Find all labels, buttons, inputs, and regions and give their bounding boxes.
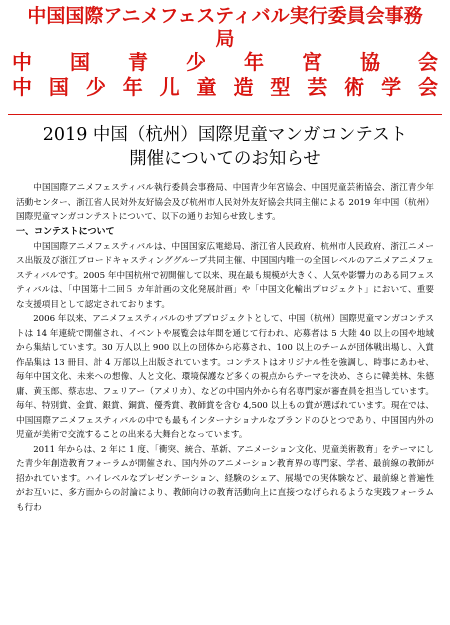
- section-heading: 一、コンテストについて: [16, 226, 115, 237]
- letterhead-char: 中: [12, 50, 32, 74]
- letterhead-char: 儿: [159, 75, 180, 99]
- letterhead-char: 会: [418, 50, 438, 74]
- letterhead-char: 少: [85, 75, 106, 99]
- letterhead-char: 中: [12, 75, 32, 99]
- header-divider: [8, 114, 442, 115]
- letterhead-char: 会: [417, 75, 438, 99]
- letterhead-char: 国: [70, 50, 90, 74]
- document-title: [0, 123, 450, 171]
- letterhead-char: 宮: [302, 50, 322, 74]
- letterhead-char: 型: [270, 75, 291, 99]
- paragraph-forum: 2011 年からは、2 年に 1 度、「衝突、統合、革新、アニメーション文化、児童美術教育」をテーマにした青少年創造教育フォーラムが開催され、国内外のアニメーション教育界の専門家、学者、最前線の教師が招かれています。ハイレベルなプレゼンテーション、経験のシェア、展場での実体験など、最前線と普遍性がお互いに、多方面からの討論により、教師向けの教育活動向上に直接つなげられるような実践フォーラムも行わ: [16, 444, 434, 513]
- paragraph-festival: 中国国際アニメフェスティバルは、中国国家広電総局、浙江省人民政府、杭州市人民政府、浙江ニメース出版及び浙江ブロードキャスティンググループ共同主催、中国国内唯一の全国レベルのアニメアニメフェスティバルです。2005 年中国杭州で初開催して以来、現在最も規模が大きく、人気や影響力のある同フェスティバルは、「中国第十二回５ カ年計画の文化発展計画」や「中国文化輸出プロジェクト」において、重要な支援項目として認定されております。: [16, 241, 434, 310]
- organizer-name-1: 中国国際アニメフェスティバル実行委員会事務: [27, 5, 423, 27]
- letterhead-char: 学: [381, 75, 402, 99]
- letterhead-char: 年: [122, 75, 143, 99]
- organizer-name-2: [10, 50, 440, 75]
- letterhead-char: 青: [128, 50, 148, 74]
- letterhead-char: 国: [48, 75, 69, 99]
- letterhead-char: 少: [186, 50, 206, 74]
- paragraph-contest: 2006 年以来、アニメフェスティバルのサブプロジェクトとして、中国（杭州）国際児童マンガコンテストは 14 年連続で開催され、イベントや展覧会は年間を通じて行われ、応募者は 5 大陸 40 以上の国や地域から集結しています。30 万人以上 900 以上の団体から応募され、100 以上のチームが団体戦出場し、入賞作品集は 13 冊目、計 4 万部以上出版されています。コンテストはオリジナル性を強調し、時事にあわせ、毎年中国文化、未来への想像、人と文化、環境保護など多くの視点からテーマを決め、さらに韓美林、朱德庸、黄玉郎、蔡志忠、フェリアー（アメリカ）、などの中国内外から有名専門家が審査員を担当しています。毎年、特別賞、金賞、銀賞、銅賞、優秀賞、教師賞を含む 4,500 以上もの賞が選ばれています。現在では、中国国際アニメフェスティバルの中でも最もインターナショナルなブランドのひとつであり、中国国内外の児童が美術で交流することの出来る大舞台となっています。: [16, 314, 434, 440]
- title-line-1: 2019 中国（杭州）国際児童マンガコンテスト: [42, 125, 408, 145]
- document-body: [0, 171, 450, 515]
- letterhead-char: 芸: [307, 75, 328, 99]
- organizer-name-1-cont: 局: [215, 28, 235, 50]
- letterhead-char: 童: [196, 75, 217, 99]
- organizer-name-3: [10, 75, 440, 100]
- letterhead: [0, 0, 450, 100]
- letterhead-char: 造: [233, 75, 254, 99]
- intro-paragraph: 中国国際アニメフェスティバル執行委員会事務局、中国青少年宮協会、中国児童芸術協会、浙江青少年活動センター、浙江省人民対外友好協会及び杭州市人民対外友好協会共同主催による 2019 年中国（杭州）国際児童マンガコンテストについて、以下の通りお知らせ致します。: [16, 183, 434, 222]
- letterhead-char: 協: [360, 50, 380, 74]
- title-line-2: 開催についてのお知らせ: [129, 149, 321, 169]
- letterhead-char: 年: [244, 50, 264, 74]
- letterhead-char: 術: [344, 75, 365, 99]
